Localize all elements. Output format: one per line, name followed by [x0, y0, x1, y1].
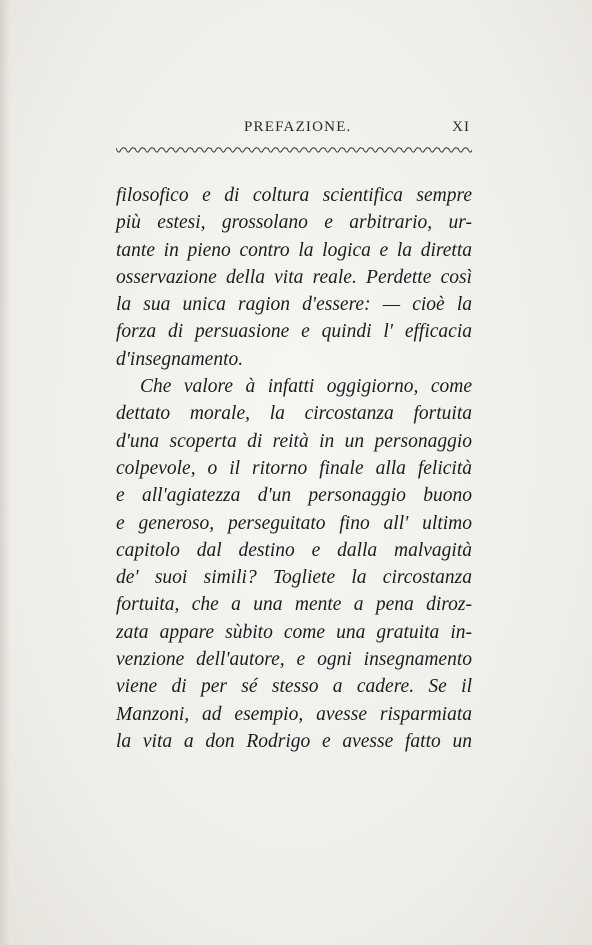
text-line: e all'agiatezza d'un personaggio buono [116, 485, 472, 507]
text-line: capitolo dal destino e dalla malvagità [116, 539, 472, 561]
text-line: viene di per sé stesso a cadere. Se il [116, 676, 472, 698]
running-head [116, 119, 472, 141]
text-line: e generoso, perseguitato fino all' ultimo [116, 512, 472, 534]
text-line: la vita a don Rodrigo e avesse fatto un [116, 730, 472, 752]
text-line: colpevole, o il ritorno finale alla felicità [116, 457, 472, 479]
text-line: osservazione della vita reale. Perdette così [116, 266, 472, 288]
text-line: forza di persuasione e quindi l' efficacia [116, 321, 472, 343]
decorative-rule [116, 145, 472, 157]
text-line: zata appare sùbito come una gratuita in- [116, 621, 472, 643]
decorative-rule-svg [116, 145, 472, 157]
body-text [116, 182, 472, 755]
text-line: dettato morale, la circostanza fortuita [116, 403, 472, 425]
text-line: fortuita, che a una mente a pena diroz- [116, 594, 472, 616]
text-line: venzione dell'autore, e ogni insegnamento [116, 649, 472, 671]
text-line: la sua unica ragion d'essere: — cioè la [116, 294, 472, 316]
text-line: d'insegnamento. [116, 348, 244, 370]
text-line: Manzoni, ad esempio, avesse risparmiata [116, 703, 472, 725]
text-line: tante in pieno contro la logica e la diretta [116, 239, 472, 261]
binding-edge [0, 0, 10, 945]
ornament-stroke [116, 148, 472, 152]
text-line: Che valore à infatti oggigiorno, come [140, 376, 472, 398]
text-line: d'una scoperta di reità in un personaggio [116, 430, 472, 452]
page-number: XI [452, 119, 470, 135]
text-line: più estesi, grossolano e arbitrario, ur- [116, 212, 472, 234]
running-title: PREFAZIONE. [244, 119, 352, 135]
text-line: filosofico e di coltura scientifica sempre [116, 185, 472, 206]
text-line: de' suoi simili? Togliete la circostanza [116, 567, 472, 589]
